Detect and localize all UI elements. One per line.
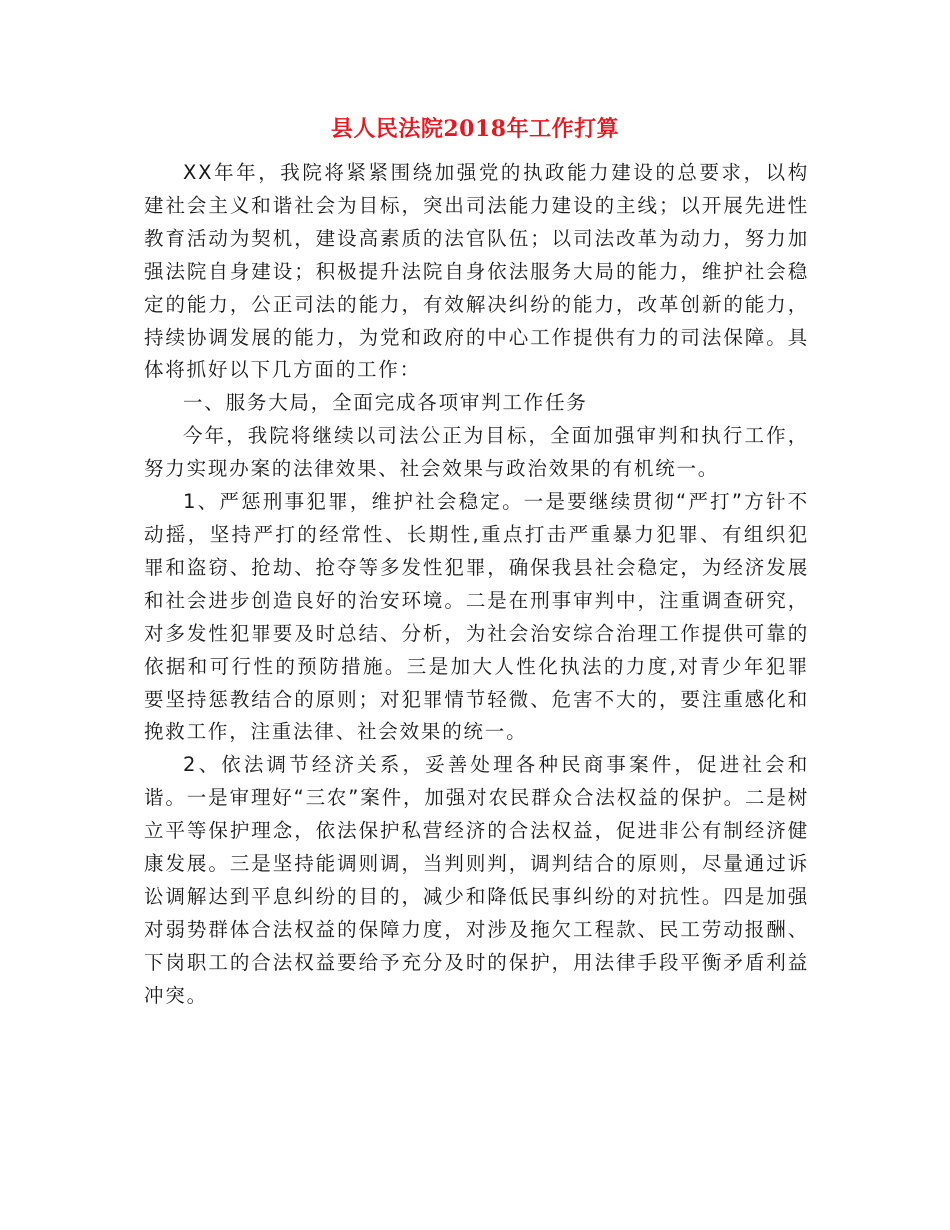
- criminal-trial-paragraph: 1、严惩刑事犯罪，维护社会稳定。一是要继续贯彻“严打”方针不动摇，坚持严打的经常性、长期性,重点打击严重暴力犯罪、有组织犯罪和盗窃、抢劫、抢夺等多发性犯罪，确保我县社会稳定，为经济发展和社会进步创造良好的治安环境。二是在刑事审判中，注重调查研究，对多发性犯罪要及时总结、分析，为社会治安综合治理工作提供可靠的依据和可行性的预防措施。三是加大人性化执法的力度,对青少年犯罪要坚持惩教结合的原则；对犯罪情节轻微、危害不大的，要注重感化和挽救工作，注重法律、社会效果的统一。: [144, 490, 809, 744]
- section-heading-1: 一、服务大局，全面完成各项审判工作任务: [183, 391, 588, 415]
- document-title: 县人民法院2018年工作打算: [330, 116, 620, 142]
- section-intro-paragraph: 今年，我院将继续以司法公正为目标，全面加强审判和执行工作，努力实现办案的法律效果、社会效果与政治效果的有机统一。: [144, 424, 809, 481]
- intro-paragraph: XX年年，我院将紧紧围绕加强党的执政能力建设的总要求，以构建社会主义和谐社会为目标，突出司法能力建设的主线；以开展先进性教育活动为契机，建设高素质的法官队伍；以司法改革为动力，努力加强法院自身建设；积极提升法院自身依法服务大局的能力，维护社会稳定的能力，公正司法的能力，有效解决纠纷的能力，改革创新的能力，持续协调发展的能力，为党和政府的中心工作提供有力的司法保障。具体将抓好以下几方面的工作：: [144, 161, 809, 382]
- document-body: [144, 157, 809, 1013]
- civil-commercial-paragraph: 2、依法调节经济关系，妥善处理各种民商事案件，促进社会和谐。一是审理好“三农”案件，加强对农民群众合法权益的保护。二是树立平等保护理念，依法保护私营经济的合法权益，促进非公有制经济健康发展。三是坚持能调则调，当判则判，调判结合的原则，尽量通过诉讼调解达到平息纠纷的目的，减少和降低民事纠纷的对抗性。四是加强对弱势群体合法权益的保障力度，对涉及拖欠工程款、民工劳动报酬、下岗职工的合法权益要给予充分及时的保护，用法律手段平衡矛盾利益冲突。: [144, 753, 809, 1007]
